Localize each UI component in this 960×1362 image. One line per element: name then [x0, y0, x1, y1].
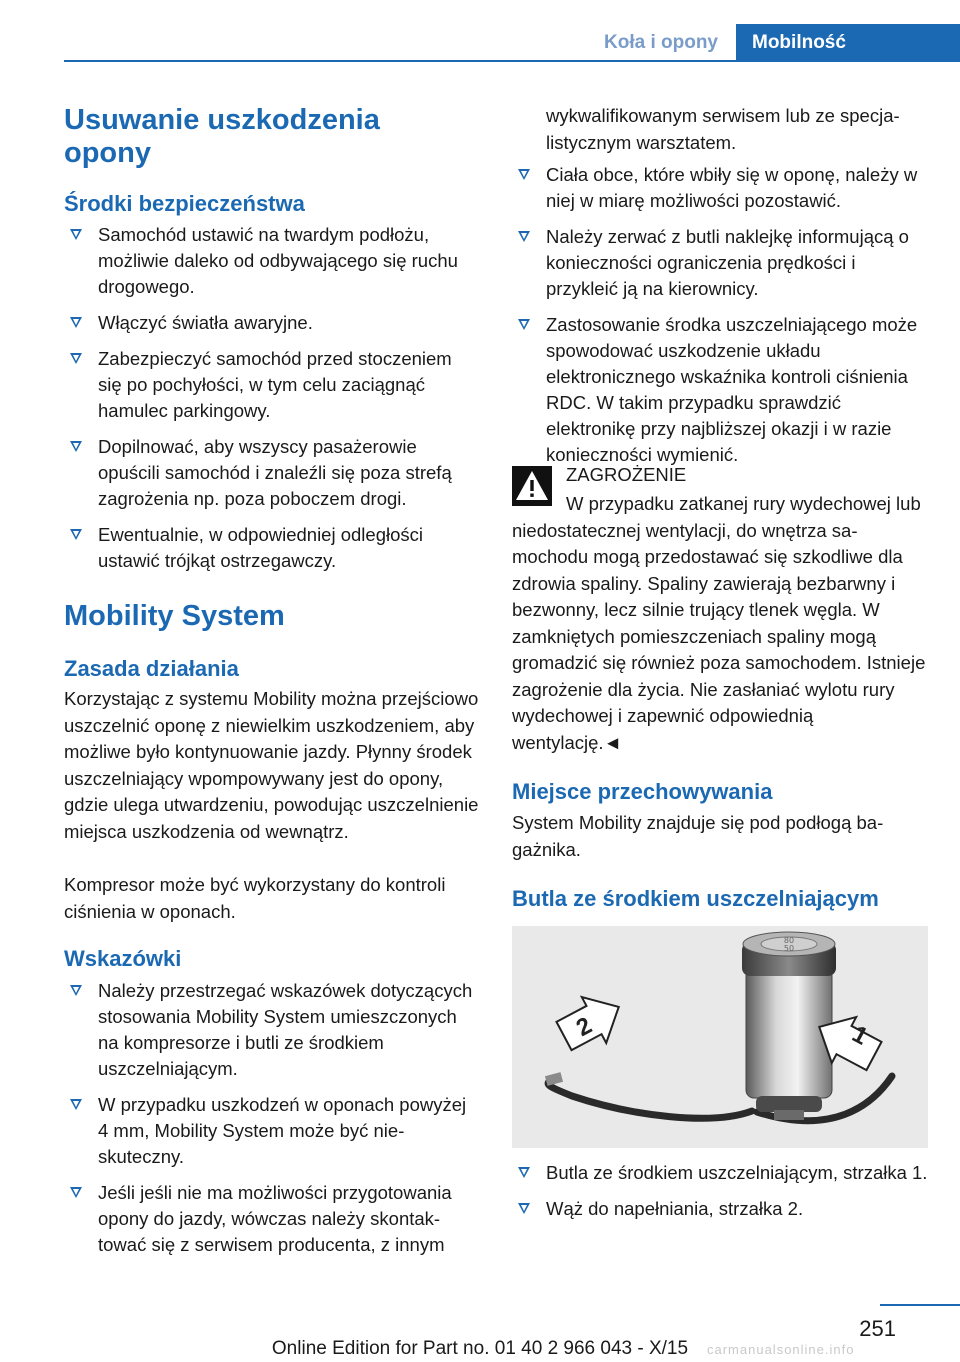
cap-label-bottom: 50 [783, 944, 795, 953]
triangle-bullet-icon [518, 1203, 530, 1214]
triangle-bullet-icon [70, 317, 82, 328]
triangle-bullet-icon [70, 985, 82, 996]
svg-text:1: 1 [847, 1020, 873, 1051]
warning-text: W przypadku zatkanej rury wydechowej lub niedostatecznej wentylacji, do wnętrza samochodu mogą przedostawać się szkodliwe dla zdrowia spaliny. Spaliny zawierają bezbarwny i bezwonny, lecz silnie trujący tlenek węgla. W zamkniętych pomieszczeniach spaliny mogą gromadzić się również poza samochodem. Istnieje zagrożenie dla życia. Nie zasłaniać wylotu rury wydechowej i zapewnić odpowiednią wentylację.◄ [512, 493, 926, 753]
triangle-bullet-icon [518, 1167, 530, 1178]
list-item: Włączyć światła awaryjne. [64, 310, 480, 336]
triangle-bullet-icon [518, 231, 530, 242]
page-title: Usuwanie uszkodzenia opony [64, 104, 380, 169]
cap-label-top: 80 [783, 936, 795, 945]
list-item: Ewentualnie, w odpowiedniej odległości ustawić trójkąt ostrzegawczy. [64, 522, 480, 574]
list-item: Należy zerwać z butli naklejkę informującą o konieczności ograniczenia prędkości i przykleić ją na kierownicy. [512, 224, 928, 302]
triangle-bullet-icon [70, 441, 82, 452]
svg-text:2: 2 [571, 1011, 597, 1043]
chapter-tab: Koła i opony [604, 32, 718, 53]
storage-text: System Mobility znajduje się pod podłogą bagażnika. [512, 812, 884, 860]
triangle-bullet-icon [70, 353, 82, 364]
tire-list [512, 162, 928, 478]
list-item: Samochód ustawić na twardym podłożu, możliwie daleko od odbywającego się ruchu drogowego. [64, 222, 480, 300]
triangle-bullet-icon [70, 529, 82, 540]
safety-heading: Środki bezpieczeństwa [64, 191, 305, 216]
list-item: W przypadku uszkodzeń w oponach powyżej 4 mm, Mobility System może być nieskuteczny. [64, 1092, 480, 1170]
safety-list [64, 222, 480, 584]
list-item: Jeśli jeśli nie ma możliwości przygotowania opony do jazdy, wówczas należy skontaktować się z serwisem producenta, z innym [64, 1180, 480, 1258]
header-rule [64, 60, 736, 62]
list-item: Należy przestrzegać wskazówek dotyczących stosowania Mobility System umieszczonych na kompresorze i butli ze środkiem uszczelniającym. [64, 978, 480, 1082]
storage-heading: Miejsce przechowywania [512, 779, 773, 804]
triangle-bullet-icon [518, 319, 530, 330]
warning-label: ZAGROŻENIE [566, 464, 687, 485]
list-item: Zastosowanie środka uszczelniającego może spowodować uszkodzenie układu elektronicznego wskaźnika kontroli ciśnienia RDC. W takim przypadku sprawdzić elektronikę przy najbliższej okazji i w razie konieczności wymienić. [512, 312, 928, 468]
triangle-bullet-icon [70, 229, 82, 240]
sealant-bottle-figure [512, 926, 928, 1148]
list-item: Ciała obce, które wbiły się w oponę, należy w niej w miarę możliwości pozostawić. [512, 162, 928, 214]
page-number: 251 [859, 1316, 896, 1341]
principle-heading: Zasada działania [64, 656, 239, 681]
section-tab: Mobilność [736, 24, 960, 62]
triangle-bullet-icon [518, 169, 530, 180]
bottle-heading: Butla ze środkiem uszczelniającym [512, 886, 879, 911]
continued-text: wykwalifikowanym serwisem lub ze specjalistycznym warsztatem. [546, 105, 900, 153]
watermark: carmanualsonline.info [707, 1342, 855, 1357]
arrow-2-callout [552, 984, 631, 1059]
mobility-title: Mobility System [64, 600, 285, 632]
page-header [0, 0, 960, 62]
triangle-bullet-icon [70, 1099, 82, 1110]
list-item: Dopilnować, aby wszyscy pasażerowie opuścili samochód i znaleźli się poza strefą zagrożenia np. poza poboczem drogi. [64, 434, 480, 512]
list-item: Wąż do napełniania, strzałka 2. [512, 1196, 928, 1222]
footer-rule [880, 1304, 960, 1306]
compressor-paragraph: Kompresor może być wykorzystany do kontroli ciśnienia w oponach. [64, 874, 446, 922]
figure-legend-list [512, 1160, 928, 1232]
principle-paragraph: Korzystając z systemu Mobility można przejściowo uszczelnić oponę z niewielkim uszkodzeniem, aby możliwe było kontynuowanie jazdy. Płynny środek uszczelniający wpompowywany jest do opony, gdzie ulega utwardzeniu, powodując uszczelnienie miejsca uszkodzenia od wewnątrz. [64, 688, 479, 842]
list-item: Butla ze środkiem uszczelniającym, strzałka 1. [512, 1160, 928, 1186]
notes-heading: Wskazówki [64, 946, 182, 971]
triangle-bullet-icon [70, 1187, 82, 1198]
edition-line: Online Edition for Part no. 01 40 2 966 043 - X/15 [271, 1338, 689, 1359]
list-item: Zabezpieczyć samochód przed stoczeniem się po pochyłości, w tym celu zaciągnąć hamulec parkingowy. [64, 346, 480, 424]
notes-list [64, 978, 480, 1268]
